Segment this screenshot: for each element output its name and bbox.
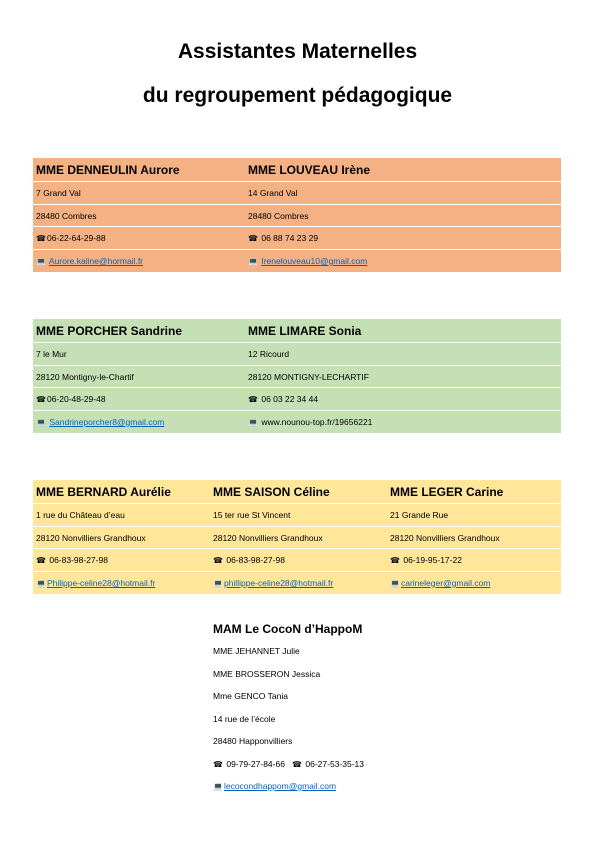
computer-icon: 💻 <box>213 782 223 791</box>
assistant-name: MME SAISON Céline <box>213 484 330 499</box>
mam-member: MME JEHANNET Julie <box>213 646 300 656</box>
assistant-email-link[interactable]: phillippe-celine28@hotmail.fr <box>223 577 334 588</box>
assistant-email-link[interactable]: Philippe-celine28@hotmail.fr <box>46 577 156 588</box>
assistant-city: 28120 Nonvilliers Grandhoux <box>213 532 323 543</box>
assistant-email-link[interactable]: Irenelouveau10@gmail.com <box>261 255 368 266</box>
computer-icon: 💻 <box>213 578 223 588</box>
computer-icon: 💻 <box>36 256 46 266</box>
assistant-address: 12 Ricourd <box>248 348 290 359</box>
computer-icon: 💻 <box>248 256 258 266</box>
assistant-name: MME LEGER Carine <box>390 484 504 499</box>
assistant-email-link[interactable]: Aurore.kaline@hormail.fr <box>48 255 144 266</box>
assistant-phone: 06 88 74 23 29 <box>261 233 319 244</box>
mam-address: 14 rue de l’école <box>213 713 276 724</box>
mam-email-link[interactable]: lecocondhappom@gmail.com <box>223 781 337 791</box>
assistant-address: 21 Grande Rue <box>390 509 449 520</box>
mam-block <box>213 622 364 804</box>
phone-icon: ☎ <box>248 234 258 244</box>
mam-title: MAM Le CocoN d’HappoM <box>213 622 363 636</box>
page-title-line2: du regroupement pédagogique <box>142 84 453 107</box>
page-title-line1: Assistantes Maternelles <box>177 40 418 63</box>
assistant-address: 15 ter rue St Vincent <box>213 509 291 520</box>
group2-table <box>33 319 561 434</box>
assistant-address: 14 Grand Val <box>248 187 298 198</box>
assistant-name: MME DENNEULIN Aurore <box>36 162 180 177</box>
mam-city: 28480 Happonvilliers <box>213 736 293 746</box>
assistant-city: 28120 Nonvilliers Grandhoux <box>36 532 146 543</box>
computer-icon: 💻 <box>390 578 400 588</box>
mam-member: Mme GENCO Tania <box>213 691 288 701</box>
assistant-city: 28480 Combres <box>36 210 97 221</box>
assistant-city: 28120 Nonvilliers Grandhoux <box>390 532 500 543</box>
assistant-phone: 06-19-95-17-22 <box>403 555 462 566</box>
assistant-address: 7 le Mur <box>36 348 67 359</box>
assistant-phone: 06-83-98-27-98 <box>226 555 285 566</box>
computer-icon: 💻 <box>36 578 46 588</box>
assistant-city: 28120 MONTIGNY-LECHARTIF <box>248 371 369 382</box>
phone-icon: ☎ <box>248 395 258 405</box>
phone-icon: ☎ <box>36 556 46 566</box>
assistant-phone: 06-22-64-29-88 <box>46 233 106 244</box>
assistant-name: MME PORCHER Sandrine <box>36 323 183 338</box>
assistant-phone: 06-20-48-29-48 <box>46 394 106 405</box>
phone-icon: ☎ <box>292 759 303 769</box>
assistant-website: www.nounou-top.fr/19656221 <box>261 416 373 427</box>
phone-icon: ☎ <box>36 234 46 244</box>
phone-icon: ☎ <box>36 395 46 405</box>
phone-icon: ☎ <box>390 556 400 566</box>
group1-table <box>33 158 561 273</box>
assistant-name: MME LIMARE Sonia <box>248 323 362 338</box>
assistant-email-link[interactable]: carineleger@gmail.com <box>400 577 491 588</box>
phone-icon: ☎ <box>213 556 223 566</box>
computer-icon: 💻 <box>248 417 258 427</box>
assistant-address: 7 Grand Val <box>36 187 81 198</box>
assistant-phone: 06 03 22 34 44 <box>261 394 319 405</box>
assistant-phone: 06-83-98-27-98 <box>49 555 108 566</box>
mam-email-row <box>213 781 364 804</box>
mam-member: MME BROSSERON Jessica <box>213 668 321 679</box>
assistant-name: MME LOUVEAU Irène <box>248 162 371 177</box>
mam-phone2: 06-27-53-35-13 <box>305 758 364 769</box>
group3-table <box>33 480 561 595</box>
assistant-city: 28120 Montigny-le-Chartif <box>36 371 134 382</box>
assistant-address: 1 rue du Château d’eau <box>36 509 125 520</box>
assistant-city: 28480 Combres <box>248 210 309 221</box>
mam-phones <box>213 759 364 782</box>
computer-icon: 💻 <box>36 417 46 427</box>
assistant-email-link[interactable]: Sandrineporcher8@gmail.com <box>49 416 165 427</box>
phone-icon: ☎ <box>213 759 223 769</box>
assistant-name: MME BERNARD Aurélie <box>36 484 171 499</box>
mam-phone1: 09-79-27-84-66 <box>226 758 285 769</box>
